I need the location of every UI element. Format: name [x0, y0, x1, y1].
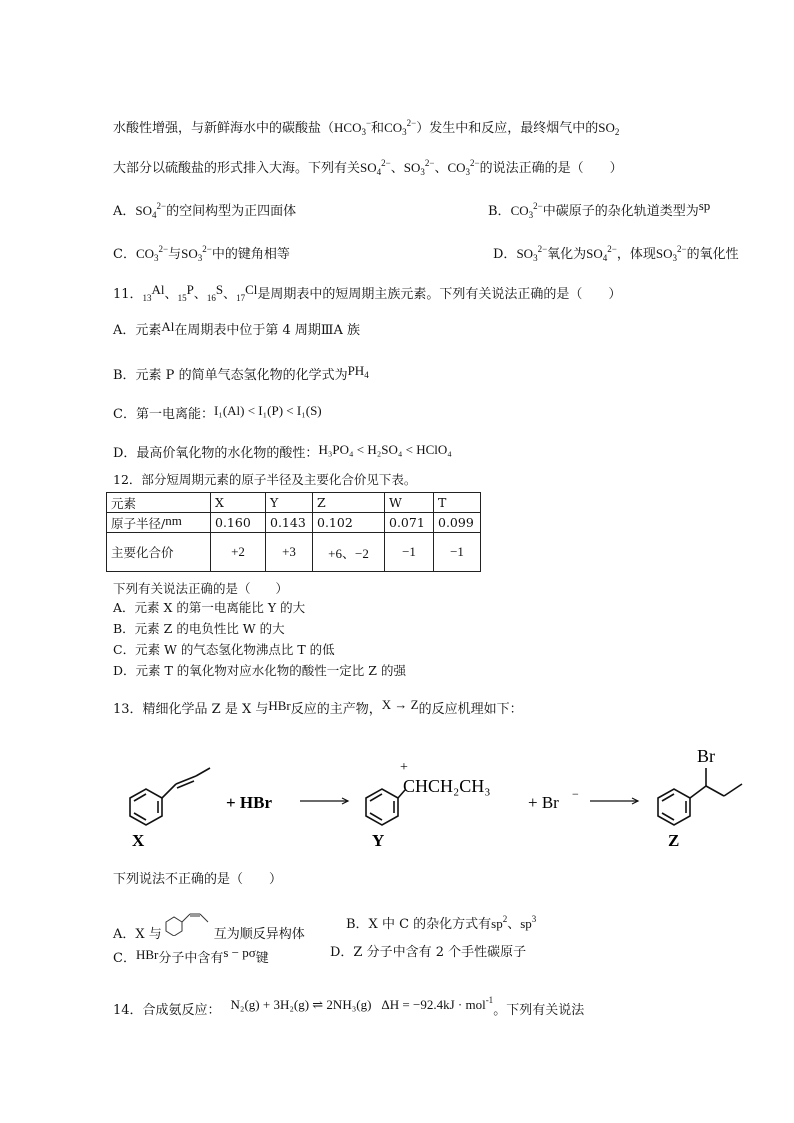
table-row — [107, 513, 481, 533]
table-cell: −1 — [434, 533, 481, 572]
table-cell: X — [211, 493, 266, 513]
molecule-y — [366, 789, 405, 825]
q14-stem: 14．合成氨反应： N₂(g) + 3H₂(g) ⇌ 2NH₃(g) ΔH = −92.4kJ · mol$^{-1}$。下列有关说法 — [113, 995, 585, 1018]
cation-formula: CHCH₂CH₃ — [403, 776, 491, 796]
label-y: Y — [372, 831, 385, 850]
table-cell: +6、−2 — [313, 533, 385, 572]
bromide-ion: + Br — [528, 793, 559, 812]
q12-option-c: C．元素 W 的气态氢化物沸点比 T 的低 — [113, 642, 335, 657]
table-cell: 0.071 — [385, 513, 434, 533]
q10-text-c: 大部分以硫酸盐的形式排入大海。下列有关 — [113, 161, 361, 176]
option-c: C．HBr分子中含有s − pσ键 — [113, 945, 269, 966]
table-cell: Z — [313, 493, 385, 513]
q13-question: 下列说法不正确的是（ ） — [113, 872, 283, 887]
table-cell: T — [434, 493, 481, 513]
q11-stem — [113, 281, 621, 307]
q12-option-a: A．元素 X 的第一电离能比 Y 的大 — [113, 600, 306, 615]
so3-formula: $SO_3^{2-}$ — [403, 158, 435, 177]
cis-isomer-structure — [162, 910, 214, 936]
option-d: D．$SO_3^{2-}$氧化为$SO_4^{2-}$，体现$SO_3^{2-}$的氧化性 — [493, 244, 739, 263]
q10-text: 水酸性增强，与新鲜海水中的碳酸盐（ — [113, 121, 335, 136]
q11-option-c: C．第一电离能：I₁(Al) < I₁(P) < I₁(S) — [113, 403, 322, 422]
q10-question: 的说法正确的是（ ） — [479, 161, 623, 176]
q10-line2 — [113, 154, 623, 181]
table-header-row — [107, 493, 481, 513]
reaction-arrow — [590, 798, 638, 804]
table-cell: Y — [266, 493, 313, 513]
reaction-arrow — [300, 798, 348, 804]
table-cell: 元素 — [107, 493, 211, 513]
molecule-x — [130, 768, 210, 825]
option-b: B．X 中 C 的杂化方式有$sp^2$、$sp^3$ — [346, 914, 537, 932]
so2-formula: $SO_2$ — [598, 120, 620, 137]
q10-options-ab — [113, 197, 711, 224]
table-cell: 0.143 — [266, 513, 313, 533]
q13-stem: 13．精细化学品 Z 是 X 与HBr反应的主产物，X → Z的反应机理如下： — [113, 697, 523, 717]
label-x: X — [132, 831, 145, 850]
separator: 、 — [390, 161, 404, 176]
option-a: A．X 与 互为顺反异构体 — [113, 927, 305, 942]
option-c: C．$CO_3^{2-}$与$SO_3^{2-}$中的键角相等 — [113, 244, 290, 263]
table-cell: 0.160 — [211, 513, 266, 533]
co3-formula: $CO_3^{2-}$ — [447, 158, 480, 177]
q10-line1 — [113, 114, 619, 141]
table-row — [107, 533, 481, 572]
cation-charge: + — [400, 760, 408, 775]
element-table — [106, 492, 481, 572]
hbr-reagent: + HBr — [226, 793, 273, 812]
table-cell: W — [385, 493, 434, 513]
q13-options-ab — [113, 910, 537, 944]
element-list: $_{13}$Al、$_{15}$P、$_{16}$S、$_{17}$Cl — [142, 282, 258, 303]
enthalpy: ΔH = −92.4kJ · mol$^{-1}$ — [381, 995, 494, 1012]
q10-and: 和 — [371, 121, 385, 136]
bromide-charge: − — [572, 787, 579, 801]
q12-stem: 12．部分短周期元素的原子半径及主要化合价见下表。 — [113, 472, 417, 487]
option-b: B．$CO_3^{2-}$中碳原子的杂化轨道类型为sp — [488, 198, 711, 220]
label-z: Z — [668, 831, 680, 850]
table-cell: 0.102 — [313, 513, 385, 533]
q13-options-cd — [113, 944, 527, 968]
table-cell: +2 — [211, 533, 266, 572]
q11-option-d: D．最高价氧化物的水化物的酸性：H₃PO₄ < H₂SO₄ < HClO₄ — [113, 442, 452, 461]
question-number: 11． — [113, 287, 143, 302]
q11-option-a: A．元素Al在周期表中位于第 4 周期ⅢA 族 — [113, 319, 360, 338]
hco3-formula: $HCO_3^-$ — [334, 118, 372, 137]
reaction-scheme — [110, 740, 750, 855]
q12-option-b: B．元素 Z 的电负性比 W 的大 — [113, 621, 285, 636]
table-cell: 0.099 — [434, 513, 481, 533]
q10-text-b: ）发生中和反应，最终烟气中的 — [416, 121, 599, 136]
option-d: D．Z 分子中含有 2 个手性碳原子 — [330, 945, 527, 960]
so4-formula: $SO_4^{2-}$ — [360, 158, 391, 177]
table-cell: +3 — [266, 533, 313, 572]
table-cell: 原子半径/nm — [107, 513, 211, 533]
co3-formula: $CO_3^{2-}$ — [384, 118, 417, 137]
q12-option-d: D．元素 T 的氧化物对应水化物的酸性一定比 Z 的强 — [113, 663, 406, 678]
q12-question: 下列有关说法正确的是（ ） — [113, 581, 289, 596]
q11-option-b: B．元素 P 的简单气态氢化物的化学式为$PH_4$ — [113, 363, 369, 383]
table-cell: −1 — [385, 533, 434, 572]
q11-text: 是周期表中的短周期主族元素。下列有关说法正确的是（ ） — [257, 287, 622, 302]
table-cell: 主要化合价 — [107, 533, 211, 572]
separator: 、 — [434, 161, 448, 176]
q10-options-cd — [113, 240, 739, 267]
bromine-label: Br — [697, 746, 715, 766]
molecule-z — [658, 768, 742, 825]
option-a: A．$SO_4^{2-}$的空间构型为正四面体 — [113, 201, 297, 220]
